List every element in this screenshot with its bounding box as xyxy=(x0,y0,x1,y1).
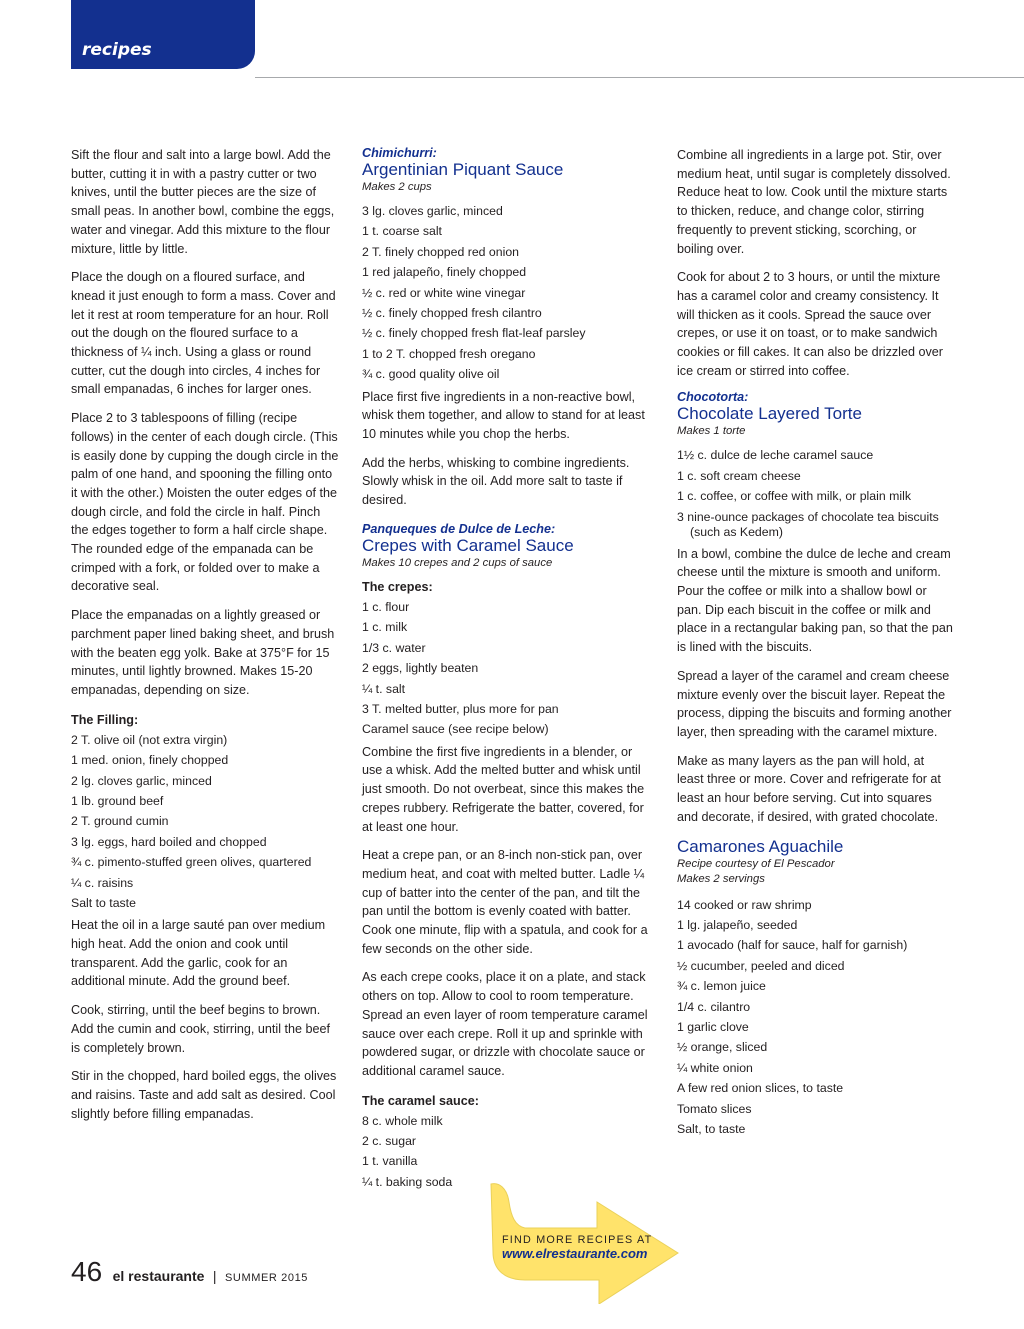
ingredient-item: 8 c. whole milk xyxy=(362,1113,443,1128)
ingredient-item: 1 lg. jalapeño, seeded xyxy=(677,917,798,932)
recipe-kicker: Chocotorta: xyxy=(677,390,749,405)
paragraph: Heat a crepe pan, or an 8-inch non-stick pan, over medium heat, and coat with melted butter. Ladle ¼ cup of batter into the center of the pan, and tilt the pan until the bottom is evenly coated with batter. Cook one minute, flip with a spatula, and cook for a few seconds on the other side. xyxy=(362,848,648,956)
ingredient-item: ¼ c. raisins xyxy=(71,875,134,890)
chocotorta-ingredients xyxy=(677,445,953,539)
ingredient-item: 1 avocado (half for sauce, half for garnish) xyxy=(677,938,908,953)
filling-ingredients xyxy=(71,730,339,914)
promo-label: FIND MORE RECIPES AT xyxy=(502,1234,653,1246)
ingredient-item: 2 c. sugar xyxy=(362,1134,416,1149)
paragraph: Place first five ingredients in a non-reactive bowl, whisk them together, and allow to stand for at least 10 minutes while you chop the herbs. xyxy=(362,389,645,442)
section-label: recipes xyxy=(82,40,152,60)
promo-link[interactable]: www.elrestaurante.com xyxy=(502,1246,648,1261)
ingredient-item: 2 lg. cloves garlic, minced xyxy=(71,773,212,788)
recipe-yield: Makes 10 crepes and 2 cups of sauce xyxy=(362,556,553,569)
ingredient-item: ¾ c. pimento-stuffed green olives, quartered xyxy=(71,855,312,870)
ingredient-item: 3 lg. cloves garlic, minced xyxy=(362,204,503,218)
ingredient-item: ¼ t. salt xyxy=(362,681,406,696)
crepes-ingredients xyxy=(362,597,654,740)
ingredient-item: 2 eggs, lightly beaten xyxy=(362,661,479,676)
recipe-title: Chocolate Layered Torte xyxy=(677,404,862,424)
ingredient-item: 1 t. vanilla xyxy=(362,1154,418,1169)
paragraph: Combine all ingredients in a large pot. Stir, over medium heat, until sugar is completely dissolved. Reduce heat to low. Cook until the mixture starts to thicken, reduce, and change color, stirring frequently to prevent sticking, scorching, or boiling over. xyxy=(677,148,951,256)
paragraph: Stir in the chopped, hard boiled eggs, the olives and raisins. Taste and add salt as desired. Cool slightly before filling empanadas. xyxy=(71,1069,337,1121)
paragraph: Place the empanadas on a lightly greased or parchment paper lined baking sheet, and brush with the beaten egg yolk. Bake at 375°F for 15 minutes, until lightly browned. Makes 15-20 empanadas, depending on size. xyxy=(71,608,335,697)
recipe-credit: Recipe courtesy of El Pescador xyxy=(677,857,835,870)
column-3 xyxy=(677,146,953,1142)
ingredient-item: 3 lg. eggs, hard boiled and chopped xyxy=(71,834,267,849)
paragraph: Place 2 to 3 tablespoons of filling (recipe follows) in the center of each dough circle. (This is easily done by cupping the dough circle in the palm of one hand, and spooning the filling onto it with the other.) Moisten the outer edges of the dough circle, and fold the circle in half. Pinch the edges together to form a half circle shape. The rounded edge of the empanada can be crimped with a fork, or folded over to make a decorative seal. xyxy=(71,411,339,594)
ingredient-item: 1/4 c. cilantro xyxy=(677,999,751,1014)
recipe-kicker: Panqueques de Dulce de Leche: xyxy=(362,521,556,536)
paragraph: Cook, stirring, until the beef begins to brown. Add the cumin and cook, stirring, until the beef is completely brown. xyxy=(71,1003,331,1055)
ingredient-item: 1 garlic clove xyxy=(677,1019,749,1034)
ingredient-item: A few red onion slices, to taste xyxy=(677,1081,844,1096)
filling-heading: The Filling: xyxy=(71,712,139,727)
paragraph: Combine the first five ingredients in a blender, or use a whisk. Add the melted butter and whisk until just smooth. Do not overbeat, since this makes the crepes rubbery. Refrigerate the batter, covered, for at least one hour. xyxy=(362,744,645,834)
ingredient-item: 1 lb. ground beef xyxy=(71,793,164,808)
recipe-title: Crepes with Caramel Sauce xyxy=(362,535,574,555)
caramel-sauce-heading: The caramel sauce: xyxy=(362,1093,479,1108)
caramel-sauce-ingredients xyxy=(362,1111,654,1193)
ingredient-item: Salt, to taste xyxy=(677,1121,746,1136)
publication-name: el restaurante xyxy=(112,1268,205,1284)
recipe-yield: Makes 2 cups xyxy=(362,181,432,193)
page-footer xyxy=(71,1256,308,1290)
recipe-yield: Makes 2 servings xyxy=(677,872,765,885)
ingredient-item: 1 c. milk xyxy=(362,620,408,635)
issue-date: SUMMER 2015 xyxy=(224,1272,308,1284)
crepes-heading: The crepes: xyxy=(362,579,433,594)
paragraph: Heat the oil in a large sauté pan over medium high heat. Add the onion and cook until transparent. Add the garlic, cook for an additional minute. Add the ground beef. xyxy=(71,918,326,989)
aguachile-ingredients xyxy=(677,895,953,1140)
ingredient-item: 3 T. melted butter, plus more for pan xyxy=(362,701,559,716)
ingredient-item: 1½ c. dulce de leche caramel sauce xyxy=(677,448,874,463)
footer-separator: | xyxy=(212,1268,217,1284)
ingredient-item: ¼ white onion xyxy=(677,1060,753,1075)
more-recipes-promo[interactable] xyxy=(485,1182,680,1304)
paragraph: In a bowl, combine the dulce de leche and cream cheese until the mixture is smooth and uniform. Pour the coffee or milk into a shallow bowl or pan. Dip each biscuit in the coffee or milk and place in a rectangular baking pan, so that the pan is lined with the biscuits. xyxy=(677,546,953,655)
column-2 xyxy=(362,146,654,1195)
paragraph: Cook for about 2 to 3 hours, or until the mixture has a caramel color and creamy consistency. It will thicken as it cools. Spread the sauce over crepes, or use it on toast, or to make sandwich cookies or fill cakes. It can also be drizzled over ice cream or stirred into coffee. xyxy=(677,270,943,378)
ingredient-item: ½ c. finely chopped fresh cilantro xyxy=(362,306,542,321)
ingredient-item: 1/3 c. water xyxy=(362,640,426,655)
ingredient-item: 3 nine-ounce packages of chocolate tea biscuits (such as Kedem) xyxy=(677,509,939,539)
page-number: 46 xyxy=(71,1256,103,1287)
ingredient-item: 1 c. coffee, or coffee with milk, or plain milk xyxy=(677,489,911,504)
paragraph: Sift the flour and salt into a large bowl. Add the butter, cutting it in with a pastry cutter or two knives, until the butter pieces are the size of small peas. In another bowl, combine the eggs, water and vinegar. Add this mixture to the flour mixture, little by little. xyxy=(71,148,335,256)
ingredient-item: ½ c. finely chopped fresh flat-leaf parsley xyxy=(362,326,586,341)
ingredient-item: ¾ c. good quality olive oil xyxy=(362,367,500,382)
paragraph: Place the dough on a floured surface, and knead it just enough to form a mass. Cover and let it rest at room temperature for an hour. Roll out the dough on the floured surface to a thickness of ¼ inch. Using a glass or round cutter, cut the dough into circles, 4 inches for small empanadas, 6 inches for larger ones. xyxy=(71,270,336,397)
paragraph: As each crepe cooks, place it on a plate, and stack others on top. Allow to cool to room temperature. Spread an even layer of room temperature caramel sauce over each crepe. Roll it up and sprinkle with powdered sugar, or drizzle with chocolate sauce or additional caramel sauce. xyxy=(362,970,648,1078)
ingredient-item: 2 T. ground cumin xyxy=(71,814,169,829)
ingredient-item: Salt to taste xyxy=(71,895,136,910)
recipe-kicker: Chimichurri: xyxy=(362,146,437,160)
recipe-title: Argentinian Piquant Sauce xyxy=(362,160,564,179)
ingredient-item: ¼ t. baking soda xyxy=(362,1174,453,1189)
ingredient-item: 2 T. finely chopped red onion xyxy=(362,244,520,259)
ingredient-item: 1 c. soft cream cheese xyxy=(677,468,801,483)
recipe-yield: Makes 1 torte xyxy=(677,425,746,438)
ingredient-item: ½ c. red or white wine vinegar xyxy=(362,285,526,300)
chimichurri-ingredients xyxy=(362,201,654,385)
paragraph: Spread a layer of the caramel and cream cheese mixture evenly over the biscuit layer. Repeat the process, dipping the biscuits and forming another layer, then spreading with the caramel mixture. xyxy=(677,668,952,739)
ingredient-item: 1 med. onion, finely chopped xyxy=(71,753,229,768)
column-1 xyxy=(71,146,339,1133)
ingredient-item: Caramel sauce (see recipe below) xyxy=(362,722,549,737)
header-divider xyxy=(255,77,1024,78)
section-tab xyxy=(71,0,255,69)
ingredient-item: ½ cucumber, peeled and diced xyxy=(677,958,845,973)
paragraph: Make as many layers as the pan will hold, at least three or more. Cover and refrigerate for at least an hour before serving. Cut into squares and decorate, if desired, with grated chocolate. xyxy=(677,753,941,824)
ingredient-item: Tomato slices xyxy=(677,1101,752,1116)
ingredient-item: 1 to 2 T. chopped fresh oregano xyxy=(362,346,536,361)
recipe-title: Camarones Aguachile xyxy=(677,836,844,856)
ingredient-item: 14 cooked or raw shrimp xyxy=(677,897,812,912)
ingredient-item: 2 T. olive oil (not extra virgin) xyxy=(71,732,228,747)
ingredient-item: ½ orange, sliced xyxy=(677,1040,768,1055)
ingredient-item: 1 c. flour xyxy=(362,599,410,614)
ingredient-item: 1 red jalapeño, finely chopped xyxy=(362,265,527,280)
ingredient-item: ¾ c. lemon juice xyxy=(677,979,766,994)
ingredient-item: 1 t. coarse salt xyxy=(362,224,442,239)
paragraph: Add the herbs, whisking to combine ingredients. Slowly whisk in the oil. Add more salt to taste if desired. xyxy=(362,455,630,508)
